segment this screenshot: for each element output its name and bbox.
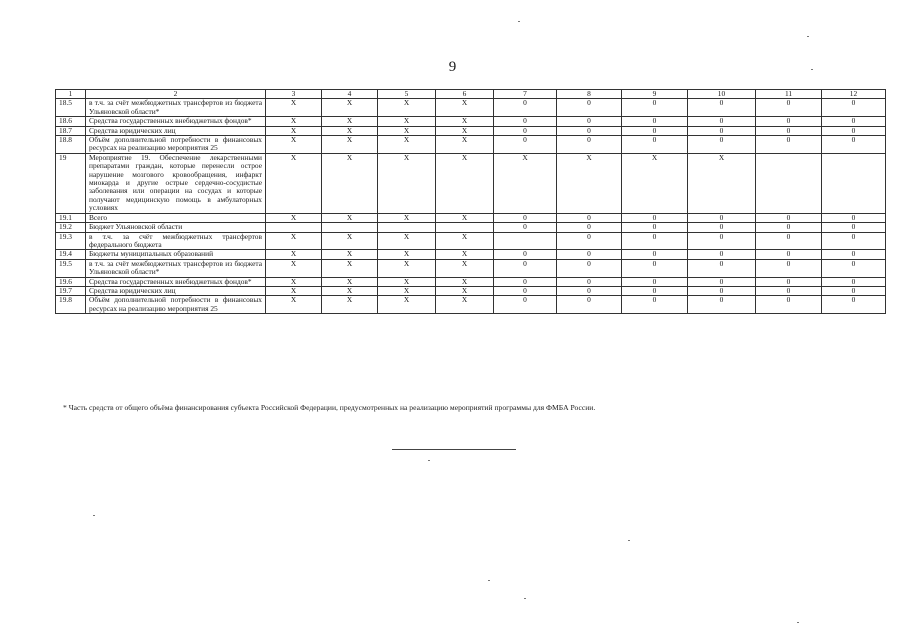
- value-cell: X: [378, 117, 436, 126]
- column-number: 1: [56, 90, 86, 99]
- column-number: 4: [322, 90, 378, 99]
- table-row: [56, 296, 886, 314]
- row-number: 19.3: [56, 232, 86, 250]
- row-number: 18.5: [56, 99, 86, 117]
- table-row: [56, 99, 886, 117]
- value-cell: X: [436, 250, 494, 259]
- value-cell: 0: [557, 259, 622, 277]
- value-cell: 0: [557, 136, 622, 154]
- table-row: [56, 250, 886, 259]
- value-cell: X: [266, 117, 322, 126]
- row-description: в т.ч. за счёт межбюджетных трансфертов федерального бюджета: [86, 232, 266, 250]
- value-cell: X: [688, 153, 756, 213]
- value-cell: 0: [494, 136, 557, 154]
- value-cell: X: [378, 153, 436, 213]
- value-cell: 0: [557, 232, 622, 250]
- row-description: Объём дополнительной потребности в финансовых ресурсах на реализацию мероприятия 25: [86, 296, 266, 314]
- value-cell: X: [266, 250, 322, 259]
- financing-table: [55, 89, 886, 314]
- scan-speck: [428, 460, 430, 461]
- column-number: 2: [86, 90, 266, 99]
- value-cell: X: [436, 126, 494, 135]
- value-cell: 0: [822, 223, 886, 232]
- value-cell: 0: [688, 296, 756, 314]
- value-cell: 0: [622, 259, 688, 277]
- value-cell: 0: [494, 277, 557, 286]
- value-cell: X: [557, 153, 622, 213]
- value-cell: 0: [756, 117, 822, 126]
- value-cell: 0: [557, 99, 622, 117]
- table-row: [56, 277, 886, 286]
- value-cell: X: [378, 259, 436, 277]
- value-cell: X: [266, 126, 322, 135]
- value-cell: X: [322, 277, 378, 286]
- table-row: [56, 213, 886, 222]
- value-cell: [322, 223, 378, 232]
- row-number: 18.8: [56, 136, 86, 154]
- value-cell: X: [378, 213, 436, 222]
- value-cell: 0: [494, 223, 557, 232]
- row-number: 19.5: [56, 259, 86, 277]
- value-cell: X: [378, 250, 436, 259]
- table-row: [56, 117, 886, 126]
- value-cell: X: [266, 296, 322, 314]
- value-cell: 0: [756, 250, 822, 259]
- value-cell: X: [378, 277, 436, 286]
- value-cell: 0: [822, 286, 886, 295]
- row-description: Бюджет Ульяновской области: [86, 223, 266, 232]
- scan-speck: [797, 622, 799, 623]
- value-cell: X: [266, 99, 322, 117]
- value-cell: 0: [688, 223, 756, 232]
- value-cell: 0: [494, 117, 557, 126]
- value-cell: X: [436, 117, 494, 126]
- table-row: [56, 153, 886, 213]
- scan-speck: [488, 580, 490, 581]
- closing-divider: [392, 449, 516, 450]
- value-cell: 0: [822, 277, 886, 286]
- value-cell: 0: [494, 126, 557, 135]
- value-cell: X: [622, 153, 688, 213]
- table-row: [56, 259, 886, 277]
- row-description: Всего: [86, 213, 266, 222]
- value-cell: 0: [622, 277, 688, 286]
- column-number: 10: [688, 90, 756, 99]
- value-cell: X: [322, 153, 378, 213]
- scan-speck: [518, 21, 520, 22]
- value-cell: 0: [822, 117, 886, 126]
- value-cell: 0: [756, 277, 822, 286]
- value-cell: 0: [688, 126, 756, 135]
- value-cell: 0: [688, 117, 756, 126]
- value-cell: 0: [622, 232, 688, 250]
- value-cell: 0: [557, 277, 622, 286]
- value-cell: 0: [688, 213, 756, 222]
- value-cell: X: [266, 286, 322, 295]
- value-cell: 0: [557, 223, 622, 232]
- value-cell: 0: [622, 286, 688, 295]
- row-number: 19: [56, 153, 86, 213]
- column-number: 5: [378, 90, 436, 99]
- row-description: Средства юридических лиц: [86, 126, 266, 135]
- row-number: 19.6: [56, 277, 86, 286]
- table-row: [56, 126, 886, 135]
- value-cell: 0: [688, 259, 756, 277]
- value-cell: 0: [756, 126, 822, 135]
- table-row: [56, 232, 886, 250]
- footnote: * Часть средств от общего объёма финансирования субъекта Российской Федерации, предусмотренных на реализацию мероприятий программы для ФМБА России.: [63, 403, 596, 412]
- value-cell: X: [436, 136, 494, 154]
- value-cell: X: [436, 277, 494, 286]
- value-cell: X: [322, 296, 378, 314]
- value-cell: 0: [822, 259, 886, 277]
- value-cell: 0: [822, 250, 886, 259]
- row-number: 19.8: [56, 296, 86, 314]
- table-row: [56, 223, 886, 232]
- value-cell: 0: [756, 286, 822, 295]
- value-cell: 0: [822, 126, 886, 135]
- value-cell: X: [436, 213, 494, 222]
- value-cell: 0: [756, 136, 822, 154]
- value-cell: 0: [494, 213, 557, 222]
- value-cell: X: [436, 296, 494, 314]
- row-description: Средства государственных внебюджетных фондов*: [86, 277, 266, 286]
- value-cell: X: [322, 117, 378, 126]
- value-cell: X: [378, 136, 436, 154]
- scan-speck: [93, 515, 95, 516]
- column-number: 3: [266, 90, 322, 99]
- scan-speck: [628, 540, 630, 541]
- value-cell: [822, 153, 886, 213]
- value-cell: 0: [688, 136, 756, 154]
- value-cell: X: [322, 126, 378, 135]
- row-description: Средства государственных внебюджетных фондов*: [86, 117, 266, 126]
- value-cell: [378, 223, 436, 232]
- value-cell: 0: [622, 296, 688, 314]
- value-cell: X: [378, 126, 436, 135]
- value-cell: X: [436, 153, 494, 213]
- row-description: Объём дополнительной потребности в финансовых ресурсах на реализацию мероприятия 25: [86, 136, 266, 154]
- value-cell: [756, 153, 822, 213]
- value-cell: 0: [688, 250, 756, 259]
- row-number: 19.2: [56, 223, 86, 232]
- row-number: 19.1: [56, 213, 86, 222]
- value-cell: 0: [622, 117, 688, 126]
- value-cell: 0: [557, 250, 622, 259]
- value-cell: X: [322, 136, 378, 154]
- value-cell: [266, 223, 322, 232]
- value-cell: 0: [822, 232, 886, 250]
- value-cell: 0: [688, 232, 756, 250]
- row-description: Бюджеты муниципальных образований: [86, 250, 266, 259]
- table-row: [56, 136, 886, 154]
- value-cell: 0: [822, 213, 886, 222]
- column-number: 12: [822, 90, 886, 99]
- value-cell: X: [378, 286, 436, 295]
- column-number: 7: [494, 90, 557, 99]
- value-cell: 0: [622, 99, 688, 117]
- value-cell: X: [436, 259, 494, 277]
- value-cell: X: [378, 296, 436, 314]
- value-cell: 0: [688, 277, 756, 286]
- value-cell: 0: [557, 117, 622, 126]
- value-cell: 0: [622, 136, 688, 154]
- value-cell: X: [266, 232, 322, 250]
- column-number: 9: [622, 90, 688, 99]
- value-cell: 0: [622, 223, 688, 232]
- value-cell: X: [436, 286, 494, 295]
- value-cell: X: [322, 99, 378, 117]
- value-cell: X: [266, 136, 322, 154]
- value-cell: 0: [756, 232, 822, 250]
- value-cell: 0: [822, 136, 886, 154]
- value-cell: 0: [822, 99, 886, 117]
- value-cell: X: [378, 99, 436, 117]
- value-cell: 0: [822, 296, 886, 314]
- value-cell: X: [494, 153, 557, 213]
- scan-speck: [807, 36, 809, 37]
- row-description: Средства юридических лиц: [86, 286, 266, 295]
- value-cell: 0: [557, 126, 622, 135]
- value-cell: 0: [557, 213, 622, 222]
- value-cell: 0: [688, 286, 756, 295]
- value-cell: 0: [756, 259, 822, 277]
- value-cell: 0: [494, 250, 557, 259]
- row-number: 19.4: [56, 250, 86, 259]
- table-body: [56, 99, 886, 314]
- value-cell: 0: [756, 99, 822, 117]
- value-cell: 0: [557, 296, 622, 314]
- value-cell: 0: [622, 213, 688, 222]
- column-number: 6: [436, 90, 494, 99]
- value-cell: X: [322, 213, 378, 222]
- value-cell: 0: [756, 296, 822, 314]
- value-cell: 0: [622, 126, 688, 135]
- value-cell: 0: [756, 213, 822, 222]
- value-cell: 0: [557, 286, 622, 295]
- value-cell: 0: [494, 99, 557, 117]
- column-number-row: [56, 90, 886, 99]
- value-cell: [494, 232, 557, 250]
- value-cell: X: [436, 232, 494, 250]
- row-number: 18.6: [56, 117, 86, 126]
- value-cell: X: [378, 232, 436, 250]
- row-number: 19.7: [56, 286, 86, 295]
- value-cell: 0: [494, 286, 557, 295]
- value-cell: X: [266, 277, 322, 286]
- row-description: в т.ч. за счёт межбюджетных трансфертов из бюджета Ульяновской области*: [86, 99, 266, 117]
- row-number: 18.7: [56, 126, 86, 135]
- value-cell: X: [436, 99, 494, 117]
- value-cell: 0: [622, 250, 688, 259]
- value-cell: X: [266, 153, 322, 213]
- row-description: Мероприятие 19. Обеспечение лекарственными препаратами граждан, которые перенесли острое нарушение мозгового кровообращения, инфаркт миокарда и другие острые сердечно-сосудистые заболевания или операции на сосудах и которые получают медицинскую помощь в амбулаторных условиях: [86, 153, 266, 213]
- value-cell: 0: [756, 223, 822, 232]
- scan-speck: [811, 69, 813, 70]
- table-row: [56, 286, 886, 295]
- row-description: в т.ч. за счёт межбюджетных трансфертов из бюджета Ульяновской области*: [86, 259, 266, 277]
- column-number: 8: [557, 90, 622, 99]
- value-cell: 0: [494, 296, 557, 314]
- value-cell: X: [322, 259, 378, 277]
- value-cell: 0: [688, 99, 756, 117]
- value-cell: 0: [494, 259, 557, 277]
- value-cell: [436, 223, 494, 232]
- value-cell: X: [322, 232, 378, 250]
- scan-speck: [524, 598, 526, 599]
- column-number: 11: [756, 90, 822, 99]
- value-cell: X: [322, 250, 378, 259]
- value-cell: X: [266, 213, 322, 222]
- page-number: 9: [448, 59, 457, 75]
- value-cell: X: [266, 259, 322, 277]
- value-cell: X: [322, 286, 378, 295]
